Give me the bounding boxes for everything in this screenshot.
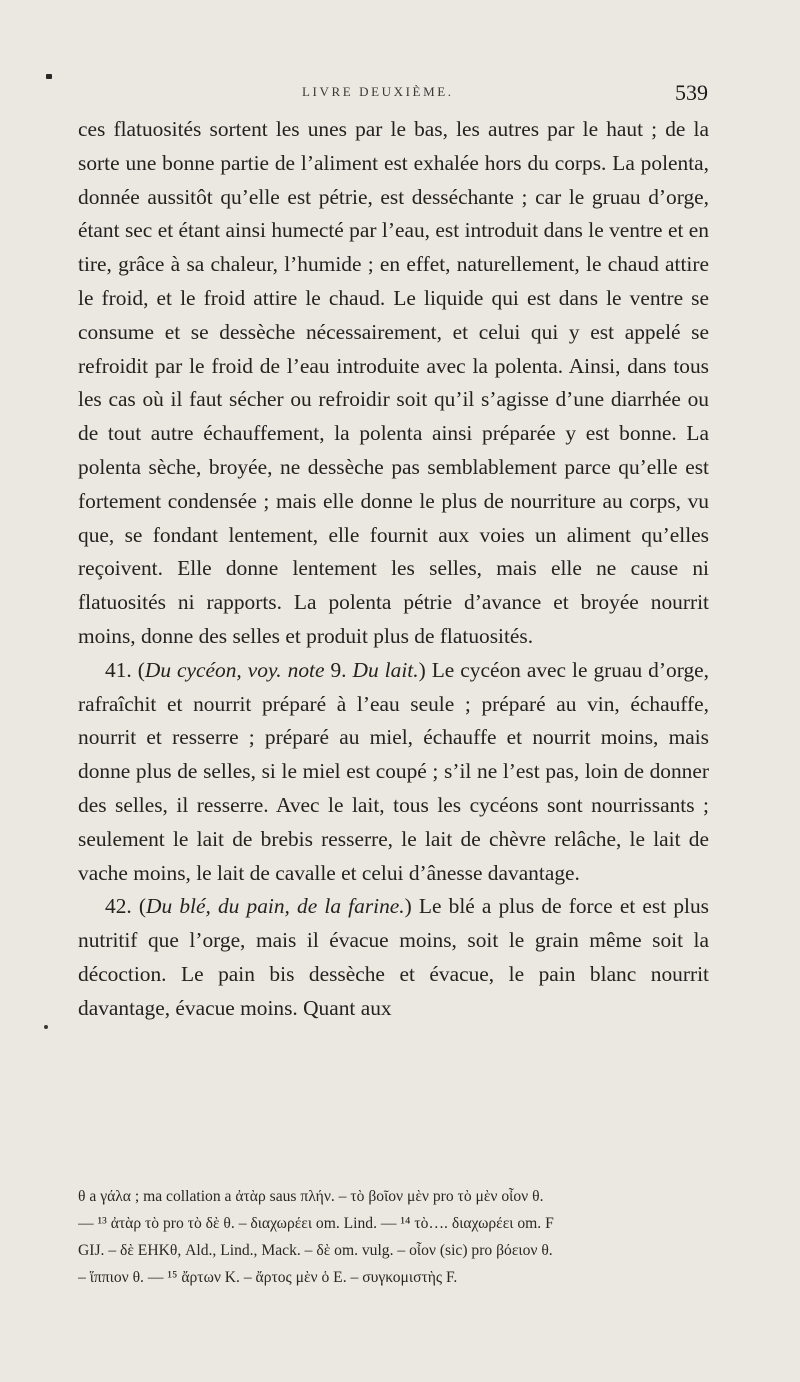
- footnote-line: – ἵππιον θ. — ¹⁵ ἄρτων K. – ἄρτος μὲν ὁ E. – συγκομιστὴς F.: [78, 1269, 458, 1286]
- paragraph-continued: ces flatuosités sortent les unes par le bas, les autres par le haut ; de la sorte une bonne partie de l’aliment est exhalée hors du corps. La polenta, donnée aussitôt qu’elle est pétrie, est desséchante ; car le gruau d’orge, étant sec et étant ainsi humecté par l’eau, est introduit dans le ventre et en tire, grâce à sa chaleur, l’humide ; en effet, naturellement, le chaud attire le froid, et le froid attire le chaud. Le liquide qui est dans le ventre se consume et se dessèche nécessairement, et celui qui y est appelé se refroidit par le froid de l’eau introduite avec la polenta. Ainsi, dans tous les cas où il faut sécher ou refroidir soit qu’il s’agisse d’une diarrhée ou de tout autre échauffement, la polenta ainsi préparée y est bonne. La polenta sèche, broyée, ne dessèche pas semblablement parce qu’elle est fortement condensée ; mais elle donne le plus de nourriture au corps, vu que, se fondant lentement, elle fournit aux voies un aliment qu’elles reçoivent. Elle donne lentement les selles, mais elle ne cause ni flatuosités ni rapports. La polenta pétrie d’avance et broyée nourrit moins, donne des selles et produit plus de flatuosités.: [78, 117, 709, 648]
- main-text: [78, 113, 709, 1026]
- footnote-line: θ a γάλα ; ma collation a ἀτὰρ saus πλήν. – τὸ βοῖον μὲν pro τὸ μὲν οἶον θ.: [78, 1188, 544, 1205]
- running-title: LIVRE DEUXIÈME.: [302, 84, 454, 99]
- note-ref: 9.: [324, 657, 353, 682]
- section-text: Le cycéon avec le gruau d’orge, rafraîchit et nourrit préparé à l’eau seule ; préparé au vin, échauffe, nourrit et resserre ; préparé au miel, échauffe et nourrit moins, mais donne plus de selles, si le miel est coupé ; s’il ne l’est pas, loin de donner des selles, il resserre. Avec le lait, tous les cycéons sont nourrissants ; seulement le lait de brebis resserre, le lait de chèvre relâche, le lait de vache moins, le lait de cavalle et celui d’ânesse davantage.: [78, 657, 709, 885]
- section-text: Le blé a plus de force et est plus nutritif que l’orge, mais il évacue moins, soit le grain même soit la décoction. Le pain bis dessèche et évacue, le pain blanc nourrit davantage, évacue moins. Quant aux: [78, 894, 709, 1020]
- margin-mark: [46, 74, 52, 79]
- section-number: 42.: [105, 894, 132, 919]
- paragraph-41: 41. (Du cycéon, voy. note 9. Du lait.) Le cycéon avec le gruau d’orge, rafraîchit et nourrit préparé à l’eau seule ; préparé au vin, échauffe, nourrit et resserre ; préparé au miel, échauffe et nourrit moins, mais donne plus de selles, si le miel est coupé ; s’il ne l’est pas, loin de donner des selles, il resserre. Avec le lait, tous les cycéons sont nourrissants ; seulement le lait de brebis resserre, le lait de chèvre relâche, le lait de vache moins, le lait de cavalle et celui d’ânesse davantage.: [78, 657, 709, 885]
- section-heading: Du cycéon, voy. note: [144, 657, 325, 682]
- section-number: 41.: [105, 657, 132, 682]
- paragraph-42: 42. (Du blé, du pain, de la farine.) Le blé a plus de force et est plus nutritif que l’orge, mais il évacue moins, soit le grain même soit la décoction. Le pain bis dessèche et évacue, le pain blanc nourrit davantage, évacue moins. Quant aux: [78, 894, 709, 1020]
- footnote-line: — ¹³ ἀτὰρ τὸ pro τὸ δὲ θ. – διαχωρέει om. Lind. — ¹⁴ τὸ…. διαχωρέει om. F: [78, 1215, 554, 1232]
- page-number: 539: [675, 80, 708, 105]
- page-header: [80, 80, 708, 110]
- footnote-line: GIJ. – δὲ EHKθ, Ald., Lind., Mack. – δὲ om. vulg. – οἶον (sic) pro βόειον θ.: [78, 1242, 553, 1259]
- footnotes: [78, 1183, 710, 1291]
- margin-mark: [44, 1025, 48, 1029]
- section-heading: Du blé, du pain, de la farine.: [146, 894, 405, 919]
- section-heading-2: Du lait.: [352, 657, 419, 682]
